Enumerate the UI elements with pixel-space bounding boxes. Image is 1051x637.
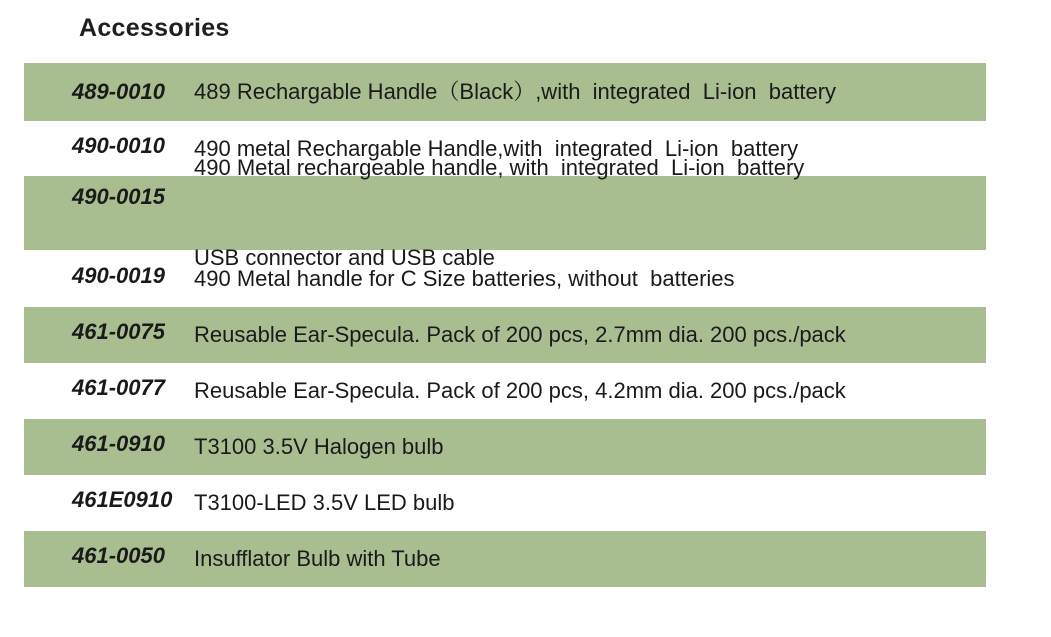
page-title: Accessories xyxy=(79,14,230,42)
part-number: 461-0075 xyxy=(72,319,165,344)
part-number: 490-0010 xyxy=(72,133,165,158)
part-number: 461E0910 xyxy=(72,487,173,512)
table-row xyxy=(24,531,986,587)
part-number: 489-0010 xyxy=(72,79,165,104)
description-line: Reusable Ear-Specula. Pack of 200 pcs, 4.2mm dia. 200 pcs./pack xyxy=(194,378,846,403)
description-line: 490 Metal rechargeable handle, with integrated Li-ion battery xyxy=(194,155,805,180)
part-description xyxy=(194,484,986,634)
description-line: USB connector and USB cable xyxy=(194,245,495,270)
description-line: 490 metal Rechargable Handle,with integrated Li-ion battery xyxy=(194,135,799,161)
description-line: T3100-LED 3.5V LED bulb xyxy=(194,490,455,515)
description-line: 490 Metal handle for C Size batteries, without batteries xyxy=(194,265,735,291)
part-number: 461-0077 xyxy=(72,375,165,400)
part-number: 490-0019 xyxy=(72,263,165,288)
description-line: Reusable Ear-Specula. Pack of 200 pcs, 2.7mm dia. 200 pcs./pack xyxy=(194,322,846,347)
description-line: T3100 3.5V Halogen bulb xyxy=(194,434,444,459)
part-number: 490-0015 xyxy=(72,184,165,209)
part-number: 461-0910 xyxy=(72,431,165,456)
accessories-table xyxy=(24,63,986,587)
description-line: Insufflator Bulb with Tube xyxy=(194,546,441,571)
part-number: 461-0050 xyxy=(72,543,165,568)
description-line: 489 Rechargable Handle（Black）,with integrated Li-ion battery xyxy=(194,79,837,104)
